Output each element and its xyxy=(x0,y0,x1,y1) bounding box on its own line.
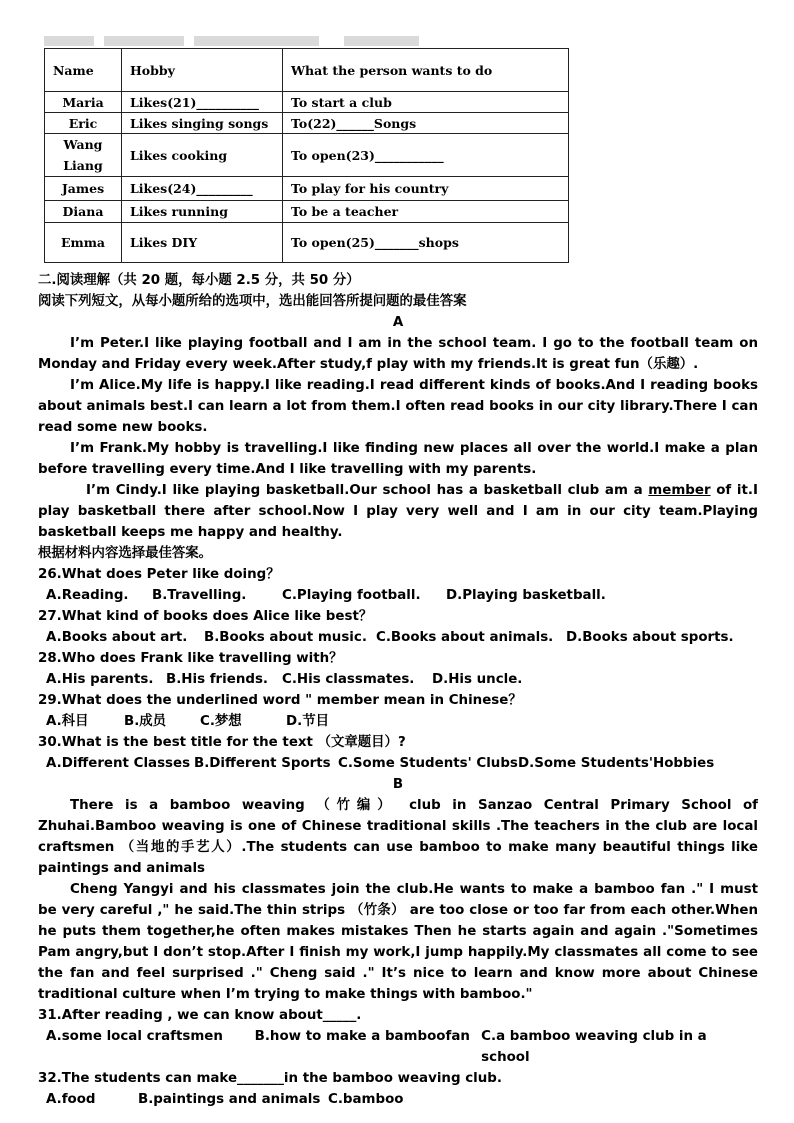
table-row xyxy=(45,201,569,223)
option: A.some local craftsmen xyxy=(46,1029,223,1044)
option: C.梦想 xyxy=(200,714,242,729)
option: A.food xyxy=(46,1092,96,1107)
options-29 xyxy=(38,711,758,732)
option: C.Some Students' Clubs xyxy=(338,756,518,771)
question-29: 29.What does the underlined word " member mean in Chinese？ xyxy=(38,693,522,708)
cell-want: To start a club xyxy=(283,92,569,113)
option: A.His parents. xyxy=(46,672,154,687)
option: D.His uncle. xyxy=(432,672,523,687)
cell-name: Wang Liang xyxy=(45,134,122,177)
passage-a-prompt: 根据材料内容选择最佳答案。 xyxy=(38,546,213,561)
question-26: 26.What does Peter like doing？ xyxy=(38,567,280,582)
section-title: 二.阅读理解（共 20 题，每小题 2.5 分，共 50 分） xyxy=(38,273,360,288)
option: B.paintings and animals xyxy=(138,1092,321,1107)
reading-section xyxy=(38,270,758,1110)
question-28: 28.Who does Frank like travelling with？ xyxy=(38,651,343,666)
header-hobby: Hobby xyxy=(122,49,283,92)
table-row xyxy=(45,177,569,201)
header-want: What the person wants to do xyxy=(283,49,569,92)
option: B.Different Sports xyxy=(194,756,331,771)
option: C.a bamboo weaving club in a school xyxy=(481,1029,707,1065)
table-row xyxy=(45,223,569,263)
cell-hobby: Likes singing songs xyxy=(122,113,283,134)
header-name: Name xyxy=(45,49,122,92)
cell-hobby: Likes DIY xyxy=(122,223,283,263)
option: B.His friends. xyxy=(166,672,268,687)
table-row xyxy=(45,92,569,113)
passage-b-p1: There is a bamboo weaving （竹编） club in Sanzao Central Primary School of Zhuhai.Bamboo weaving is one of Chinese traditional skills .The teachers in the club are local craftsmen （当地的手艺人）.The students can use bamboo to make many beautiful things like paintings and animals xyxy=(38,798,758,876)
option: B.成员 xyxy=(124,714,167,729)
passage-a-alice: I’m Alice.My life is happy.I like reading.I read different kinds of books.And I reading books about animals best.I can learn a lot from them.I often read books in our city library.There I can read some new books. xyxy=(38,378,758,435)
cell-hobby: Likes cooking xyxy=(122,134,283,177)
passage-b-p2: Cheng Yangyi and his classmates join the club.He wants to make a bamboo fan ." I must be very careful ," he said.The thin strips （竹条） are too close or too far from each other.When he puts them together,he often makes mistakes Then he starts again and again ."Sometimes Pam angry,but I don’t stop.After I finish my work,I jump happily.My classmates all come to see the fan and feel surprised ." Cheng said ." It’s nice to learn and know more about Chinese traditional culture when I’m trying to make things with bamboo." xyxy=(38,882,758,1002)
question-27: 27.What kind of books does Alice like best？ xyxy=(38,609,373,624)
options-32 xyxy=(38,1089,758,1110)
cell-hobby: Likes(21)__________ xyxy=(122,92,283,113)
options-26 xyxy=(38,585,758,606)
hobby-table xyxy=(44,48,569,263)
table-row xyxy=(45,134,569,177)
option: C.Playing football. xyxy=(282,588,421,603)
passage-a-label: A xyxy=(392,315,404,330)
cindy-text-1: I’m Cindy.I like playing basketball.Our school has a basketball club am a xyxy=(86,483,649,498)
cell-want: To play for his country xyxy=(283,177,569,201)
cell-hobby: Likes(24)_________ xyxy=(122,177,283,201)
option: D.Some Students'Hobbies xyxy=(518,756,715,771)
cell-name: Emma xyxy=(45,223,122,263)
table-header-row xyxy=(45,49,569,92)
options-31 xyxy=(38,1026,758,1068)
cell-want: To open(23)___________ xyxy=(283,134,569,177)
cell-name: James xyxy=(45,177,122,201)
cell-name: Maria xyxy=(45,92,122,113)
option: C.His classmates. xyxy=(282,672,415,687)
passage-a-peter: I’m Peter.I like playing football and I am in the school team. I go to the football team on Monday and Friday every week.After study,f play with my friends.It is great fun（乐趣）. xyxy=(38,336,758,372)
cell-want: To be a teacher xyxy=(283,201,569,223)
option: A.Different Classes xyxy=(46,756,191,771)
question-30: 30.What is the best title for the text （文章题目）? xyxy=(38,735,406,750)
option: C.bamboo xyxy=(328,1092,404,1107)
question-31: 31.After reading , we can know about_____. xyxy=(38,1008,362,1023)
passage-a-cindy xyxy=(38,480,758,543)
cell-want: To open(25)_______shops xyxy=(283,223,569,263)
option: D.Books about sports. xyxy=(566,630,734,645)
options-27 xyxy=(38,627,758,648)
cindy-text-2: of it.I play basketball there after school.Now I play very well and I am in our city team.Playing basketball keeps me happy and healthy. xyxy=(38,483,758,540)
options-28 xyxy=(38,669,758,690)
option: B.how to make a bamboofan xyxy=(254,1029,470,1044)
section-instruction: 阅读下列短文，从每小题所给的选项中，选出能回答所提问题的最佳答案 xyxy=(38,294,467,309)
question-32: 32.The students can make_______in the bamboo weaving club. xyxy=(38,1071,502,1086)
option: A.科目 xyxy=(46,714,89,729)
option: B.Travelling. xyxy=(152,588,247,603)
cropped-header-line xyxy=(44,36,544,46)
cell-hobby: Likes running xyxy=(122,201,283,223)
options-30 xyxy=(38,753,758,774)
passage-a-frank: I’m Frank.My hobby is travelling.I like finding new places all over the world.I make a plan before travelling every time.And I like travelling with my parents. xyxy=(38,441,758,477)
option: A.Books about art. xyxy=(46,630,188,645)
table-row xyxy=(45,113,569,134)
cell-name: Diana xyxy=(45,201,122,223)
option: C.Books about animals. xyxy=(376,630,554,645)
option: D.节目 xyxy=(286,714,329,729)
passage-b-label: B xyxy=(392,777,404,792)
option: A.Reading. xyxy=(46,588,129,603)
cell-name: Eric xyxy=(45,113,122,134)
option: B.Books about music. xyxy=(204,630,367,645)
cell-want: To(22)______Songs xyxy=(283,113,569,134)
option: D.Playing basketball. xyxy=(446,588,606,603)
underlined-word: member xyxy=(648,483,711,498)
